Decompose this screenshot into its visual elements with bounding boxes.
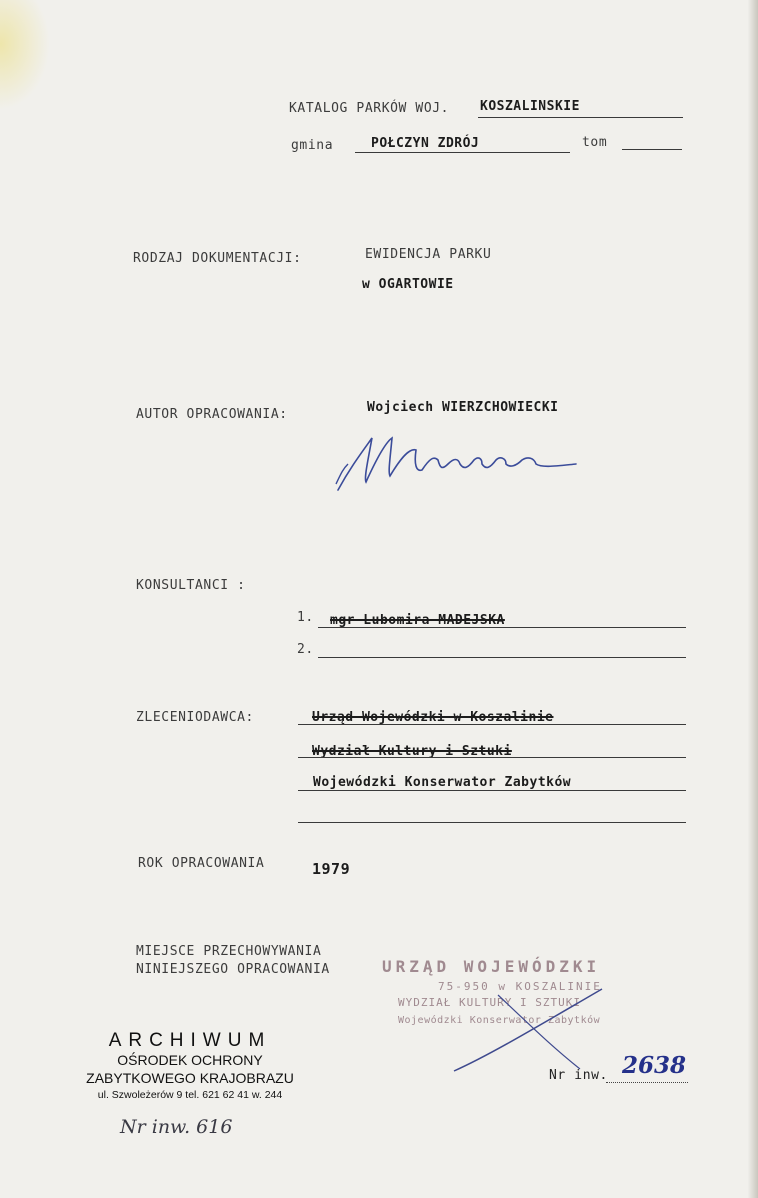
author-signature — [330, 420, 590, 498]
commissioner-underline-2 — [298, 757, 686, 758]
stamp-line3: WYDZIAŁ KULTURY I SZTUKI — [398, 996, 581, 1009]
commissioner-underline-1 — [298, 724, 686, 725]
storage-line1: MIEJSCE PRZECHOWYWANIA — [136, 944, 322, 959]
documentation-line2: w OGARTOWIE — [362, 277, 454, 292]
catalog-label: KATALOG PARKÓW WOJ. — [289, 101, 450, 116]
page-edge — [748, 0, 758, 1198]
consultant-1-name: mgr Lubomira MADEJSKA — [330, 613, 505, 628]
stamp-line1: URZĄD WOJEWÓDZKI — [382, 957, 601, 976]
archive-address: ul. Szwoleżerów 9 tel. 621 62 41 w. 244 — [97, 1089, 283, 1101]
tom-underline — [622, 149, 682, 150]
voivodeship-underline — [478, 117, 683, 118]
gmina-value: POŁCZYN ZDRÓJ — [371, 136, 480, 151]
stamp-line4: Wojewódzki Konserwator Zabytków — [398, 1015, 601, 1026]
gmina-underline — [355, 152, 570, 153]
year-label: ROK OPRACOWANIA — [138, 856, 265, 871]
commissioner-line3: Wojewódzki Konserwator Zabytków — [313, 775, 572, 790]
inventory-underline — [606, 1082, 688, 1083]
commissioner-line2: Wydział Kultury i Sztuki — [312, 744, 512, 759]
paper-stain — [0, 0, 50, 110]
stamp-line2: 75-950 w KOSZALINIE — [438, 980, 602, 993]
commissioner-line1: Urząd Wojewódzki w Koszalinie — [312, 710, 554, 725]
archive-stamp — [80, 1030, 300, 1104]
commissioner-underline-4 — [298, 822, 686, 823]
inventory-number: 2638 — [622, 1052, 687, 1079]
consultant-2-number: 2. — [297, 642, 314, 657]
consultant-1-underline — [318, 627, 686, 628]
author-label: AUTOR OPRACOWANIA: — [136, 407, 288, 422]
stamp-cross-mark — [450, 985, 610, 1080]
consultant-1-number: 1. — [297, 610, 314, 625]
voivodeship-value: KOSZALINSKIE — [480, 99, 580, 114]
gmina-label: gmina — [291, 138, 334, 153]
author-name: Wojciech WIERZCHOWIECKI — [367, 400, 559, 415]
archive-line2: ZABYTKOWEGO KRAJOBRAZU — [86, 1070, 294, 1086]
consultant-2-underline — [318, 657, 686, 658]
inventory-label: Nr inw. — [549, 1068, 608, 1083]
year-value: 1979 — [312, 860, 351, 878]
storage-line2: NINIEJSZEGO OPRACOWANIA — [136, 962, 330, 977]
commissioner-label: ZLECENIODAWCA: — [136, 710, 254, 725]
documentation-line1: EWIDENCJA PARKU — [365, 247, 492, 262]
archive-title: ARCHIWUM — [108, 1030, 272, 1051]
consultants-label: KONSULTANCI : — [136, 578, 246, 593]
documentation-label: RODZAJ DOKUMENTACJI: — [133, 251, 302, 266]
commissioner-underline-3 — [298, 790, 686, 791]
tom-label: tom — [582, 135, 608, 150]
archive-line1: OŚRODEK OCHRONY — [117, 1052, 263, 1068]
handwritten-inventory-note: Nr inw. 616 — [120, 1116, 233, 1138]
